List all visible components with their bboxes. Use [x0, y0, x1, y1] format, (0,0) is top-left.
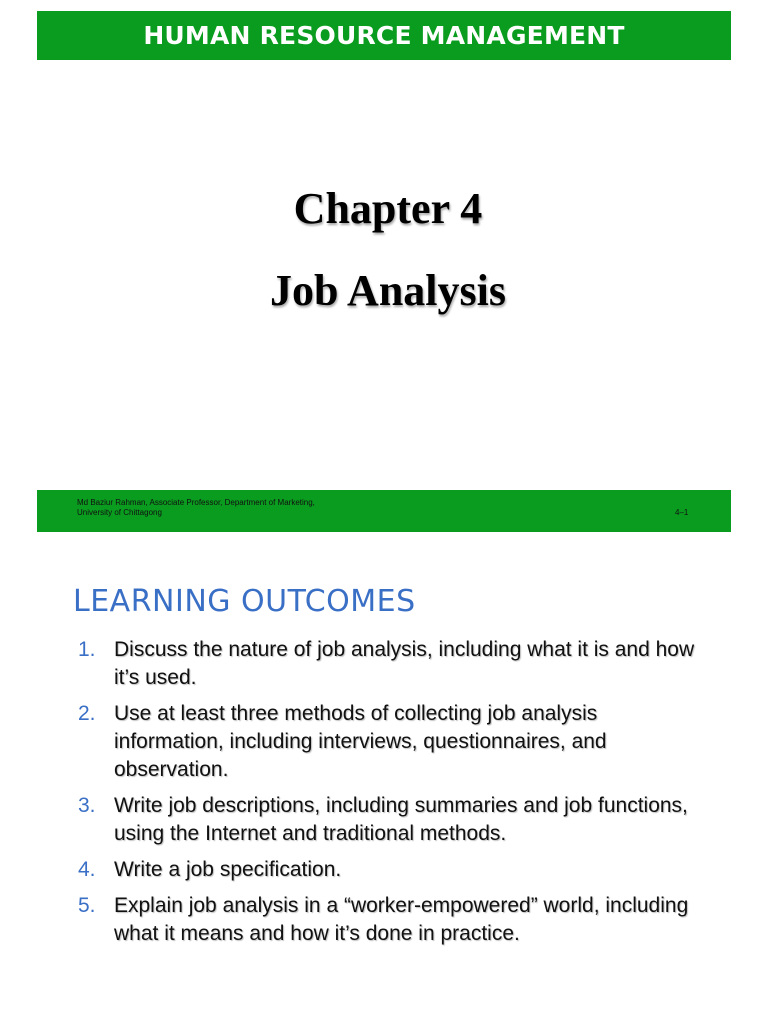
learning-outcomes-list [78, 636, 698, 956]
chapter-number: Chapter 4 [293, 184, 483, 233]
chapter-name: Job Analysis [270, 266, 506, 315]
author-line-1: Md Baziur Rahman, Associate Professor, Department of Marketing, [77, 498, 315, 507]
outcome-text: Use at least three methods of collecting job analysis information, including interviews, questionnaires, and observation. [114, 702, 607, 781]
outcome-item [78, 792, 698, 848]
outcome-number: 1. [78, 638, 96, 661]
outcome-text: Explain job analysis in a “worker-empowered” world, including what it means and how it’s done in practice. [114, 894, 689, 945]
outcome-item [78, 700, 698, 784]
outcome-item [78, 856, 698, 884]
outcome-text: Write a job specification. [114, 858, 342, 881]
slide-page-number: 4–1 [675, 508, 689, 517]
outcome-text: Discuss the nature of job analysis, including what it is and how it’s used. [114, 638, 695, 689]
outcome-number: 3. [78, 794, 96, 817]
course-title: HUMAN RESOURCE MANAGEMENT [143, 21, 625, 50]
author-credit [77, 498, 315, 518]
outcome-item [78, 636, 698, 692]
outcome-text: Write job descriptions, including summaries and job functions, using the Internet and traditional methods. [114, 794, 688, 845]
outcome-number: 5. [78, 894, 96, 917]
outcome-item [78, 892, 698, 948]
author-line-2: University of Chittagong [77, 508, 162, 517]
course-title-banner [37, 11, 731, 60]
outcome-number: 2. [78, 702, 96, 725]
outcome-number: 4. [78, 858, 96, 881]
learning-outcomes-heading: LEARNING OUTCOMES [73, 584, 416, 619]
slide-footer-banner [37, 490, 731, 532]
